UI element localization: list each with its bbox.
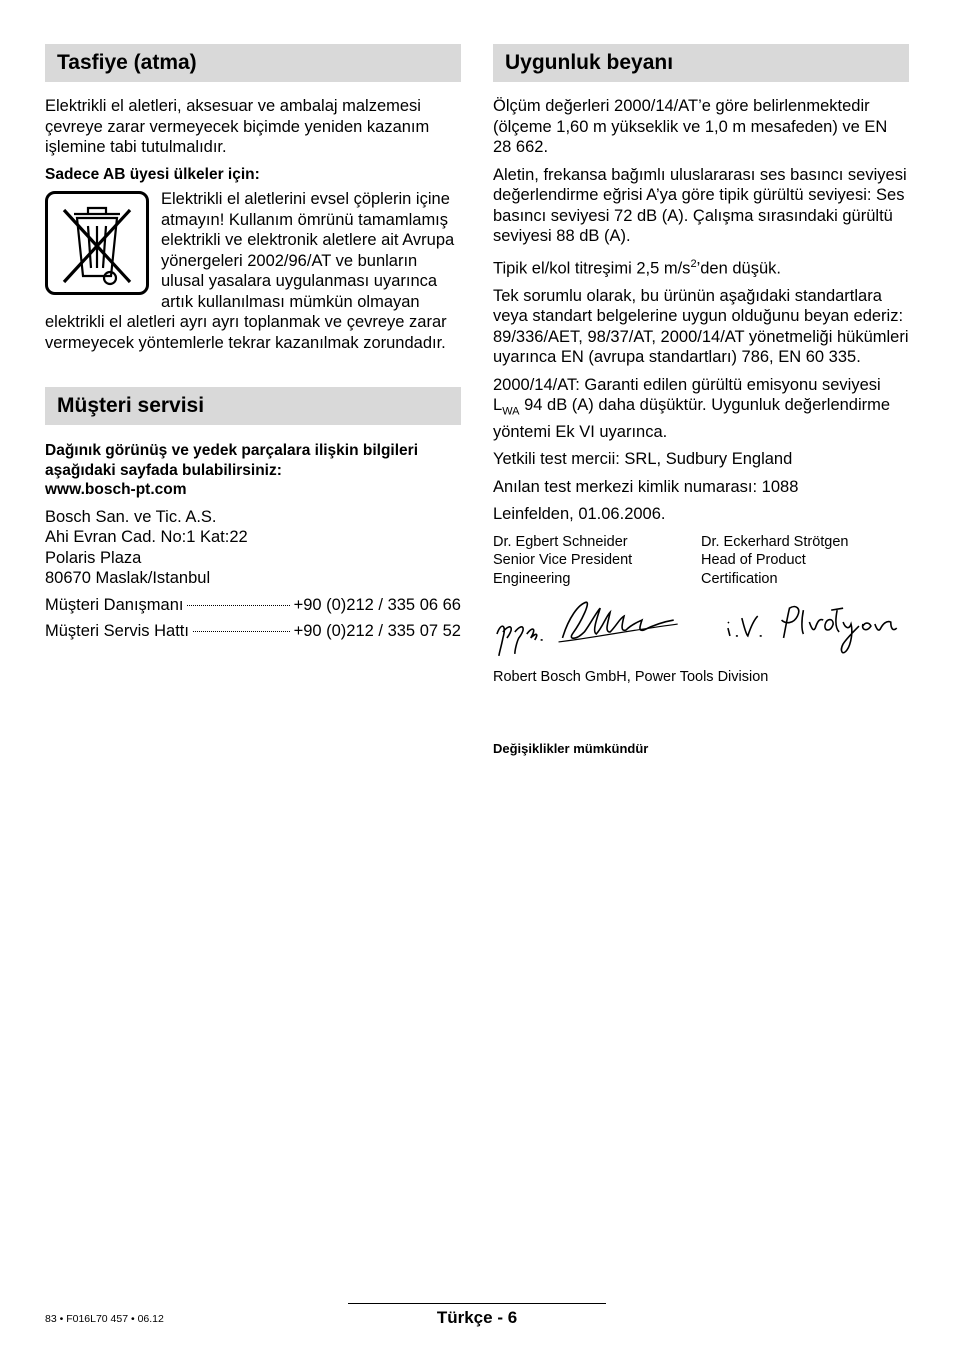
noise-pre: 2000/14/AT: Garanti edilen gürültü emisyonu seviyesi L: [493, 375, 881, 414]
contact-row-advisor: [45, 595, 461, 616]
noise-post: 94 dB (A) daha düşüktür. Uygunluk değerlendirme yöntemi Ek VI uyarınca.: [493, 396, 891, 441]
contact-phone: +90 (0)212 / 335 07 52: [293, 622, 461, 640]
place-date: Leinfelden, 01.06.2006.: [493, 505, 666, 524]
parts-info: Dağınık görünüş ve yedek parçalara ilişkin bilgileri aşağıdaki sayfada bulabilirsiniz:: [45, 442, 418, 479]
company-line: Robert Bosch GmbH, Power Tools Division: [493, 669, 769, 686]
signer-2: [701, 533, 909, 589]
contact-row-hotline: [45, 621, 461, 642]
signature-1: [493, 598, 720, 662]
address-line: 80670 Maslak/Istanbul: [45, 569, 211, 587]
dot-leader: [187, 605, 289, 606]
footer-code: 83 • F016L70 457 • 06.12: [45, 1313, 164, 1325]
signer-role: Certification: [701, 570, 778, 587]
footer-rule: [348, 1303, 606, 1304]
test-authority: Yetkili test mercii: SRL, Sudbury England: [493, 450, 793, 469]
signature-images: [493, 598, 909, 662]
dot-leader: [193, 631, 290, 632]
signer-role: Head of Product: [701, 552, 806, 569]
eu-text: Elektrikli el aletlerini evsel çöplerin içine atmayın! Kullanım ömrünü tamamlamış elektrikli ve elektronik aletlere ait Avrupa yönergeleri 2002/96/AT ve bunların ulusal yasalara uygulanması uyarınca artık kullanılması mümkün olmayan elektrikli el aletleri ayrı ayrı toplanmak ve çevreye zarar vermeyecek yöntemlerle tekrar kazanılmak zorundadır.: [45, 190, 455, 352]
signers: [493, 533, 909, 589]
right-column: [493, 44, 909, 758]
conformity-heading: Uygunluk beyanı: [493, 44, 909, 82]
conformity-p2: Aletin, frekansa bağımlı uluslararası ses basıncı seviyesi değerlendirme eğrisi A’ya göre tipik gürültü seviyesi: Ses basıncı seviyesi 72 dB (A). Çalışma sırasındaki gürültü seviyesi 88 dB (A).: [493, 165, 907, 245]
vibration-pre: Tipik el/kol titreşimi 2,5 m/s: [493, 259, 691, 277]
signer-name: Dr. Eckerhard Strötgen: [701, 533, 849, 550]
signer-name: Dr. Egbert Schneider: [493, 533, 628, 550]
contact-label: Müşteri Servis Hattı: [45, 622, 189, 640]
noise-emission: [493, 375, 909, 443]
disposal-intro: Elektrikli el aletleri, aksesuar ve ambalaj malzemesi çevreye zarar vermeyecek biçimde yeniden kazanım işlemine tabi tutulmalıdır.: [45, 97, 430, 156]
vibration-post: ’den düşük.: [696, 259, 781, 277]
signer-1: [493, 533, 701, 589]
footer-page-label: Türkçe - 6: [436, 1308, 518, 1327]
service-heading: Müşteri servisi: [45, 387, 461, 425]
conformity-p1: Ölçüm değerleri 2000/14/AT’e göre belirlenmektedir (ölçeme 1,60 m yükseklik ve 1,0 m mesafeden) ve EN 28 662.: [493, 97, 888, 156]
vibration-sup: 2: [690, 257, 697, 270]
signer-role: Senior Vice President: [493, 552, 633, 569]
address-line: Ahi Evran Cad. No:1 Kat:22: [45, 528, 248, 546]
address-line: Polaris Plaza: [45, 548, 142, 567]
conformity-p4: Tek sorumlu olarak, bu ürünün aşağıdaki standartlara veya standart belgelerine uygun olduğunu beyan ederiz: 89/336/AET, 98/37/AT, 2000/14/AT yönetmeliği hükümleri uyarınca EN (avrupa standartları) 786, EN 60 335.: [493, 286, 909, 366]
noise-sub: WA: [502, 405, 520, 418]
signer-role: Engineering: [493, 570, 571, 587]
changes-note: Değişiklikler mümkündür: [493, 740, 649, 756]
eu-title: Sadece AB üyesi ülkeler için:: [45, 165, 260, 183]
contact-phone: +90 (0)212 / 335 06 66: [293, 595, 461, 614]
eu-block: [45, 189, 461, 353]
service-url[interactable]: www.bosch-pt.com: [45, 481, 187, 498]
left-column: [45, 44, 461, 642]
signature-2: [720, 598, 909, 662]
vibration-text: [493, 254, 909, 279]
crossed-out-wheelie-bin-icon: [45, 191, 149, 295]
disposal-heading: Tasfiye (atma): [45, 44, 461, 82]
contact-label: Müşteri Danışmanı: [45, 595, 184, 614]
test-center-id: Anılan test merkezi kimlik numarası: 1088: [493, 477, 799, 496]
address-line: Bosch San. ve Tic. A.S.: [45, 507, 217, 526]
